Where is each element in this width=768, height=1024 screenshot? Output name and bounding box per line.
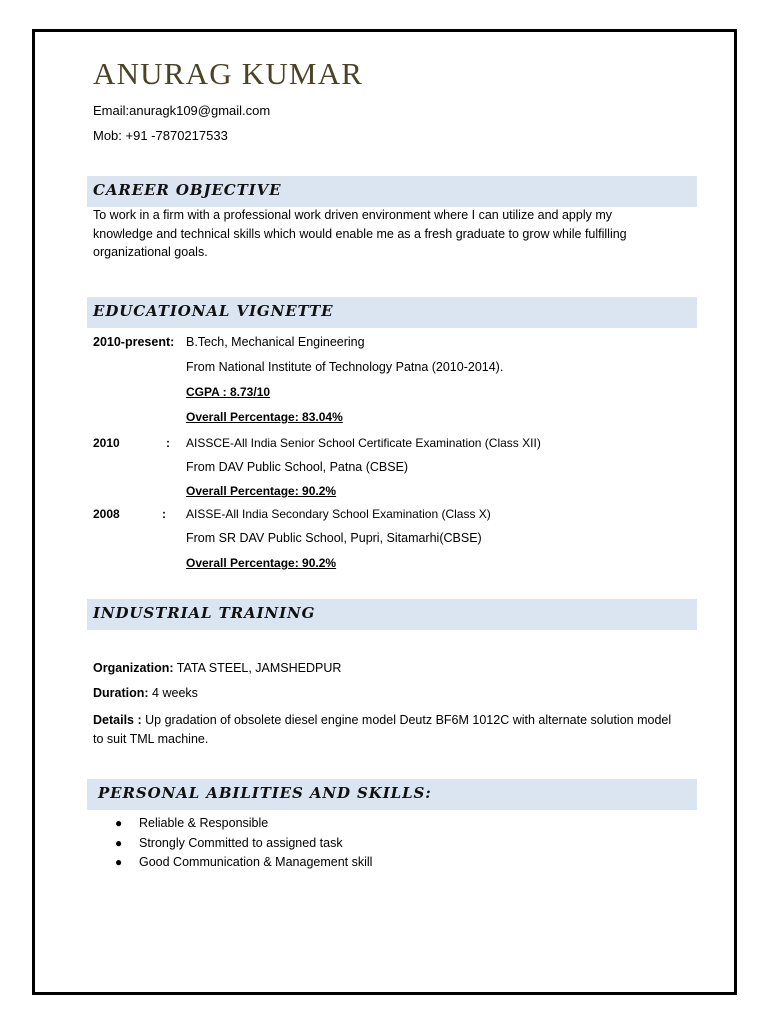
education-colon: : (166, 436, 170, 450)
bullet-icon: ● (115, 835, 123, 850)
training-details (93, 711, 673, 748)
education-line: From SR DAV Public School, Pupri, Sitamarhi(CBSE) (186, 531, 482, 545)
education-percentage: Overall Percentage: 90.2% (186, 484, 337, 498)
section-title-skills: PERSONAL ABILITIES AND SKILLS: (98, 784, 432, 802)
education-year: 2010 (93, 436, 120, 450)
education-percentage: Overall Percentage: 83.04% (186, 410, 343, 424)
bullet-icon: ● (115, 855, 123, 870)
education-year: 2010-present: (93, 335, 175, 349)
skill-text: Good Communication & Management skill (139, 855, 373, 870)
section-header-career (87, 176, 697, 207)
section-header-skills (87, 779, 697, 810)
education-line: From DAV Public School, Patna (CBSE) (186, 460, 409, 474)
skills-list (115, 815, 372, 874)
duration-label: Duration: (93, 686, 149, 700)
education-cgpa: CGPA : 8.73/10 (186, 385, 271, 399)
details-value: Up gradation of obsolete diesel engine model Deutz BF6M 1012C with alternate solution model to suit TML machine. (93, 713, 672, 746)
mobile-line: Mob: +91 -7870217533 (93, 128, 228, 143)
organization-label: Organization: (93, 661, 174, 675)
education-percentage: Overall Percentage: 90.2% (186, 556, 337, 570)
training-organization (93, 661, 341, 675)
section-header-training (87, 599, 697, 630)
career-objective-text: To work in a firm with a professional work driven environment where I can utilize and apply my knowledge and technical skills which would enable me as a fresh graduate to grow while fulfilling organizational goals. (93, 208, 627, 259)
candidate-name: ANURAG KUMAR (93, 56, 364, 91)
education-line: AISSE-All India Secondary School Examination (Class X) (186, 507, 491, 521)
training-duration (93, 686, 198, 700)
education-line: AISSCE-All India Senior School Certificate Examination (Class XII) (186, 436, 541, 450)
bullet-icon: ● (115, 816, 123, 830)
section-title-education: EDUCATIONAL VIGNETTE (93, 302, 334, 320)
skill-text: Reliable & Responsible (139, 816, 269, 830)
section-header-education (87, 297, 697, 328)
skill-text: Strongly Committed to assigned task (139, 835, 343, 850)
list-item (115, 835, 372, 855)
email-line: Email:anuragk109@gmail.com (93, 103, 271, 118)
list-item (115, 815, 372, 835)
section-title-training: INDUSTRIAL TRAINING (93, 604, 316, 622)
education-year: 2008 (93, 507, 120, 521)
duration-value: 4 weeks (148, 686, 198, 700)
education-colon: : (162, 507, 166, 521)
list-item (115, 854, 372, 874)
section-title-career: CAREER OBJECTIVE (93, 181, 282, 199)
education-line: B.Tech, Mechanical Engineering (186, 335, 365, 349)
details-label: Details : (93, 713, 142, 727)
education-line: From National Institute of Technology Patna (2010-2014). (186, 360, 504, 374)
organization-value: TATA STEEL, JAMSHEDPUR (173, 661, 342, 675)
